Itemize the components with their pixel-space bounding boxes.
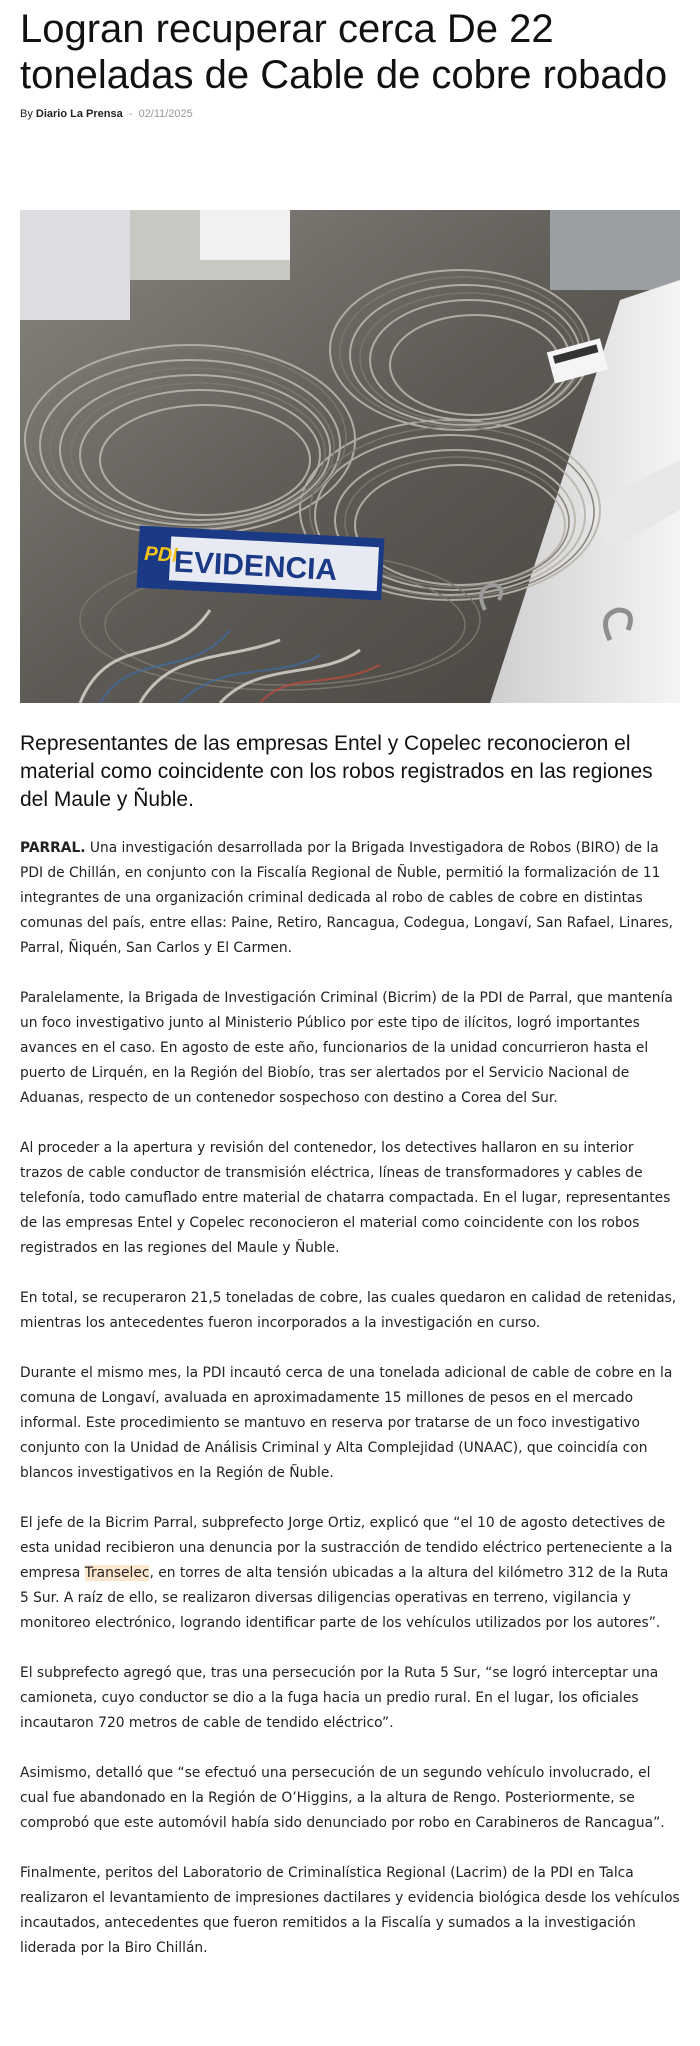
- badge-evidencia: EVIDENCIA: [173, 545, 338, 588]
- author-link[interactable]: Diario La Prensa: [35, 108, 123, 120]
- highlighted-term: Transelec: [84, 1565, 150, 1581]
- dateline: PARRAL.: [20, 840, 86, 856]
- paragraph: Durante el mismo mes, la PDI incautó cerca de una tonelada adicional de cable de cobre en la comuna de Longaví, avaluada en aproximadamente 15 millones de pesos en el mercado informal. Este procedimiento se mantuvo en reserva por tratarse de un foco investigativo conjunto con la Unidad de Análisis Criminal y Alta Complejidad (UNAAC), que coincidía con blancos investigativos en la Región de Ñuble.: [20, 1365, 673, 1481]
- paragraph: El subprefecto agregó que, tras una persecución por la Ruta 5 Sur, “se logró interceptar una camioneta, cuyo conductor se dio a la fuga hacia un predio rural. En el lugar, los oficiales incautaron 720 metros de cable de tendido eléctrico”.: [20, 1665, 659, 1731]
- paragraph: En total, se recuperaron 21,5 toneladas de cobre, las cuales quedaron en calidad de retenidas, mientras los antecedentes fueron incorporados a la investigación en curso.: [20, 1290, 677, 1331]
- paragraph: Al proceder a la apertura y revisión del contenedor, los detectives hallaron en su interior trazos de cable conductor de transmisión eléctrica, líneas de transformadores y cables de telefonía, todo camuflado entre material de chatarra compactada. En el lugar, representantes de las empresas Entel y Copelec reconocieron el material como coincidente con los robos registrados en las regiones del Maule y Ñuble.: [20, 1140, 671, 1256]
- badge-pdi: PDI: [143, 542, 179, 567]
- article-body: [20, 836, 680, 1961]
- article: [0, 6, 700, 1961]
- article-meta: [20, 108, 680, 120]
- copper-cable-photo: [20, 210, 680, 703]
- paragraph: Paralelamente, la Brigada de Investigación Criminal (Bicrim) de la PDI de Parral, que mantenía un foco investigativo junto al Ministerio Público por este tipo de ilícitos, logró importantes avances en el caso. En agosto de este año, funcionarios de la unidad concurrieron hasta el puerto de Lirquén, en la Región del Biobío, tras ser alertados por el Servicio Nacional de Aduanas, respecto de un contenedor sospechoso con destino a Corea del Sur.: [20, 990, 673, 1106]
- publish-date: 02/11/2025: [138, 108, 193, 120]
- article-lead: Representantes de las empresas Entel y Copelec reconocieron el material como coincidente con los robos registrados en las regiones del Maule y Ñuble.: [20, 732, 653, 811]
- meta-separator: -: [128, 108, 133, 120]
- paragraph: PARRAL. Una investigación desarrollada por la Brigada Investigadora de Robos (BIRO) de la PDI de Chillán, en conjunto con la Fiscalía Regional de Ñuble, permitió la formalización de 11 integrantes de una organización criminal dedicada al robo de cables de cobre en distintas comunas del país, entre ellas: Paine, Retiro, Rancagua, Codegua, Longaví, San Rafael, Linares, Parral, Ñiquén, San Carlos y El Carmen.: [20, 840, 673, 956]
- by-label: By: [20, 108, 33, 120]
- paragraph: Asimismo, detalló que “se efectuó una persecución de un segundo vehículo involucrado, el cual fue abandonado en la Región de O’Higgins, a la altura de Rengo. Posteriormente, se comprobó que este automóvil había sido denunciado por robo en Carabineros de Rancagua”.: [20, 1765, 665, 1831]
- paragraph: El jefe de la Bicrim Parral, subprefecto Jorge Ortiz, explicó que “el 10 de agosto detectives de esta unidad recibieron una denuncia por la sustracción de tendido eléctrico perteneciente a la empresa Transelec, en torres de alta tensión ubicadas a la altura del kilómetro 312 de la Ruta 5 Sur. A raíz de ello, se realizaron diversas diligencias operativas en terreno, vigilancia y monitoreo electrónico, logrando identificar parte de los vehículos utilizados por los autores”.: [20, 1515, 673, 1631]
- article-photo: [20, 210, 680, 703]
- paragraph: Finalmente, peritos del Laboratorio de Criminalística Regional (Lacrim) de la PDI en Talca realizaron el levantamiento de impresiones dactilares y evidencia biológica desde los vehículos incautados, antecedentes que fueron remitidos a la Fiscalía y sumados a la investigación liderada por la Biro Chillán.: [20, 1865, 680, 1956]
- article-title: Logran recuperar cerca De 22 toneladas de Cable de cobre robado: [20, 7, 668, 97]
